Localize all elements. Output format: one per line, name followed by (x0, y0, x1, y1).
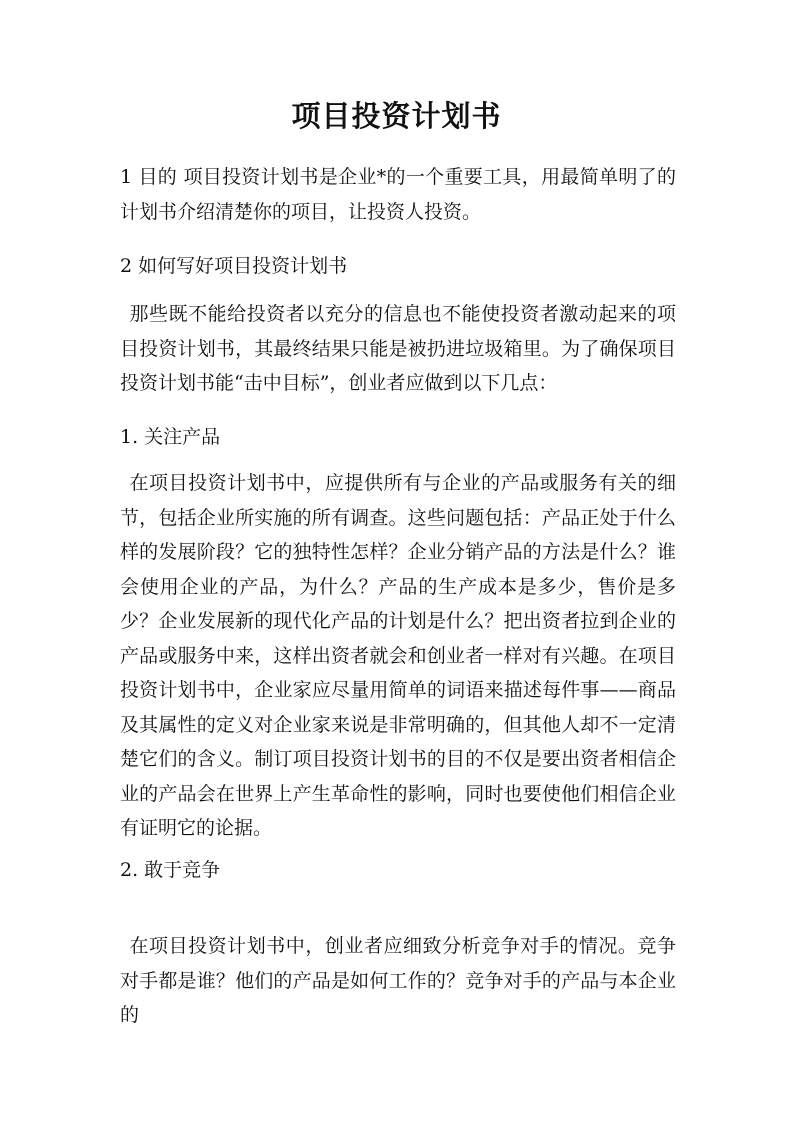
paragraph-intro: 那些既不能给投资者以充分的信息也不能使投资者激动起来的项目投资计划书，其最终结果只能是被扔进垃圾箱里。为了确保项目投资计划书能“击中目标”，创业者应做到以下几点： (120, 303, 676, 394)
document-title: 项目投资计划书 (291, 99, 502, 133)
subheading-dare-to-compete: 2. 敢于竞争 (120, 859, 221, 881)
paragraph-competition: 在项目投资计划书中，创业者应细致分析竞争对手的情况。竞争对手都是谁？他们的产品是如何工作的？竞争对手的产品与本企业的 (120, 935, 676, 1026)
subheading-focus-on-product: 1. 关注产品 (120, 426, 221, 448)
section-heading-how-to-write: 2 如何写好项目投资计划书 (120, 255, 348, 277)
paragraph-purpose: 1 目的 项目投资计划书是企业*的一个重要工具，用最简单明了的计划书介绍清楚你的项目，让投资人投资。 (120, 166, 676, 223)
paragraph-product: 在项目投资计划书中，应提供所有与企业的产品或服务有关的细节，包括企业所实施的所有调查。这些问题包括：产品正处于什么样的发展阶段？它的独特性怎样？企业分销产品的方法是什么？谁会使用企业的产品，为什么？产品的生产成本是多少，售价是多少？企业发展新的现代化产品的计划是什么？把出资者拉到企业的产品或服务中来，这样出资者就会和创业者一样对有兴趣。在项目投资计划书中，企业家应尽量用简单的词语来描述每件事——商品及其属性的定义对企业家来说是非常明确的，但其他人却不一定清楚它们的含义。制订项目投资计划书的目的不仅是要出资者相信企业的产品会在世界上产生革命性的影响，同时也要使他们相信企业有证明它的论据。 (120, 472, 676, 839)
